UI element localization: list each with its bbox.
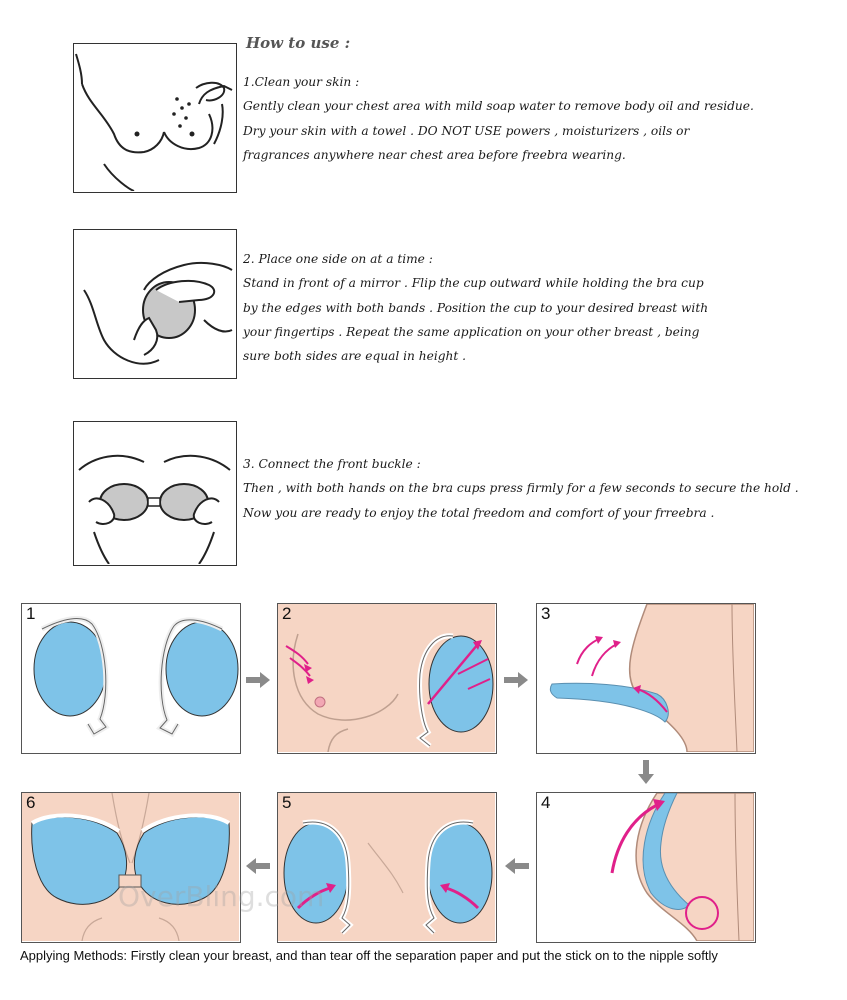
- footer-caption: Applying Methods: Firstly clean your breast, and than tear off the separation paper and put the stick on to the nipple softly: [20, 948, 718, 963]
- step2-line: sure both sides are equal in height .: [243, 349, 467, 364]
- step3-heading: 3. Connect the front buckle :: [243, 457, 421, 471]
- step2-heading: 2. Place one side on at a time :: [243, 252, 433, 266]
- cleaning-skin-drawing: [74, 44, 235, 191]
- step1-line: Gently clean your chest area with mild soap water to remove body oil and residue.: [243, 99, 754, 114]
- step1-line: Dry your skin with a towel . DO NOT USE powers , moisturizers , oils or: [243, 123, 690, 138]
- arrow-right-icon: [246, 672, 270, 688]
- panel-number: 2: [282, 604, 292, 623]
- page-title: How to use :: [246, 34, 351, 52]
- front-press-illustration: [278, 793, 495, 941]
- panel-3: [536, 603, 756, 754]
- step1-text: [243, 70, 754, 167]
- side-view-apply-illustration: [537, 604, 754, 752]
- bra-cups-illustration: [22, 604, 239, 752]
- panel-number: 4: [541, 793, 551, 812]
- step2-text: [243, 247, 708, 368]
- panel-number: 3: [541, 604, 551, 623]
- step1-illustration: [73, 43, 237, 193]
- step2-line: Stand in front of a mirror . Flip the cup outward while holding the bra cup: [243, 276, 704, 291]
- arrow-left-icon: [246, 858, 270, 874]
- step1-line: fragrances anywhere near chest area before freebra wearing.: [243, 147, 626, 162]
- panel-5: [277, 792, 497, 943]
- arrow-right-icon: [504, 672, 528, 688]
- finished-bra-illustration: [22, 793, 239, 941]
- step2-illustration: [73, 229, 237, 379]
- panel-6: [21, 792, 241, 943]
- step3-line: Now you are ready to enjoy the total freedom and comfort of your frreebra .: [243, 505, 715, 520]
- panel-1: [21, 603, 241, 754]
- cup-placement-illustration: [278, 604, 495, 752]
- panel-number: 6: [26, 793, 36, 812]
- arrow-left-icon: [505, 858, 529, 874]
- placing-cup-drawing: [74, 230, 235, 377]
- panel-2: [277, 603, 497, 754]
- step3-text: [243, 452, 799, 525]
- step3-line: Then , with both hands on the bra cups press firmly for a few seconds to secure the hold .: [243, 481, 799, 496]
- watermark: OverBling.com: [118, 880, 325, 913]
- step2-line: by the edges with both bands . Position the cup to your desired breast with: [243, 300, 709, 315]
- side-view-press-illustration: [537, 793, 754, 941]
- buckle-drawing: [74, 422, 235, 564]
- panel-number: 5: [282, 793, 292, 812]
- arrow-down-icon: [638, 760, 654, 784]
- step3-illustration: [73, 421, 237, 566]
- step1-heading: 1.Clean your skin :: [243, 75, 360, 89]
- panel-4: [536, 792, 756, 943]
- step2-line: your fingertips . Repeat the same application on your other breast , being: [243, 324, 700, 339]
- panel-number: 1: [26, 604, 36, 623]
